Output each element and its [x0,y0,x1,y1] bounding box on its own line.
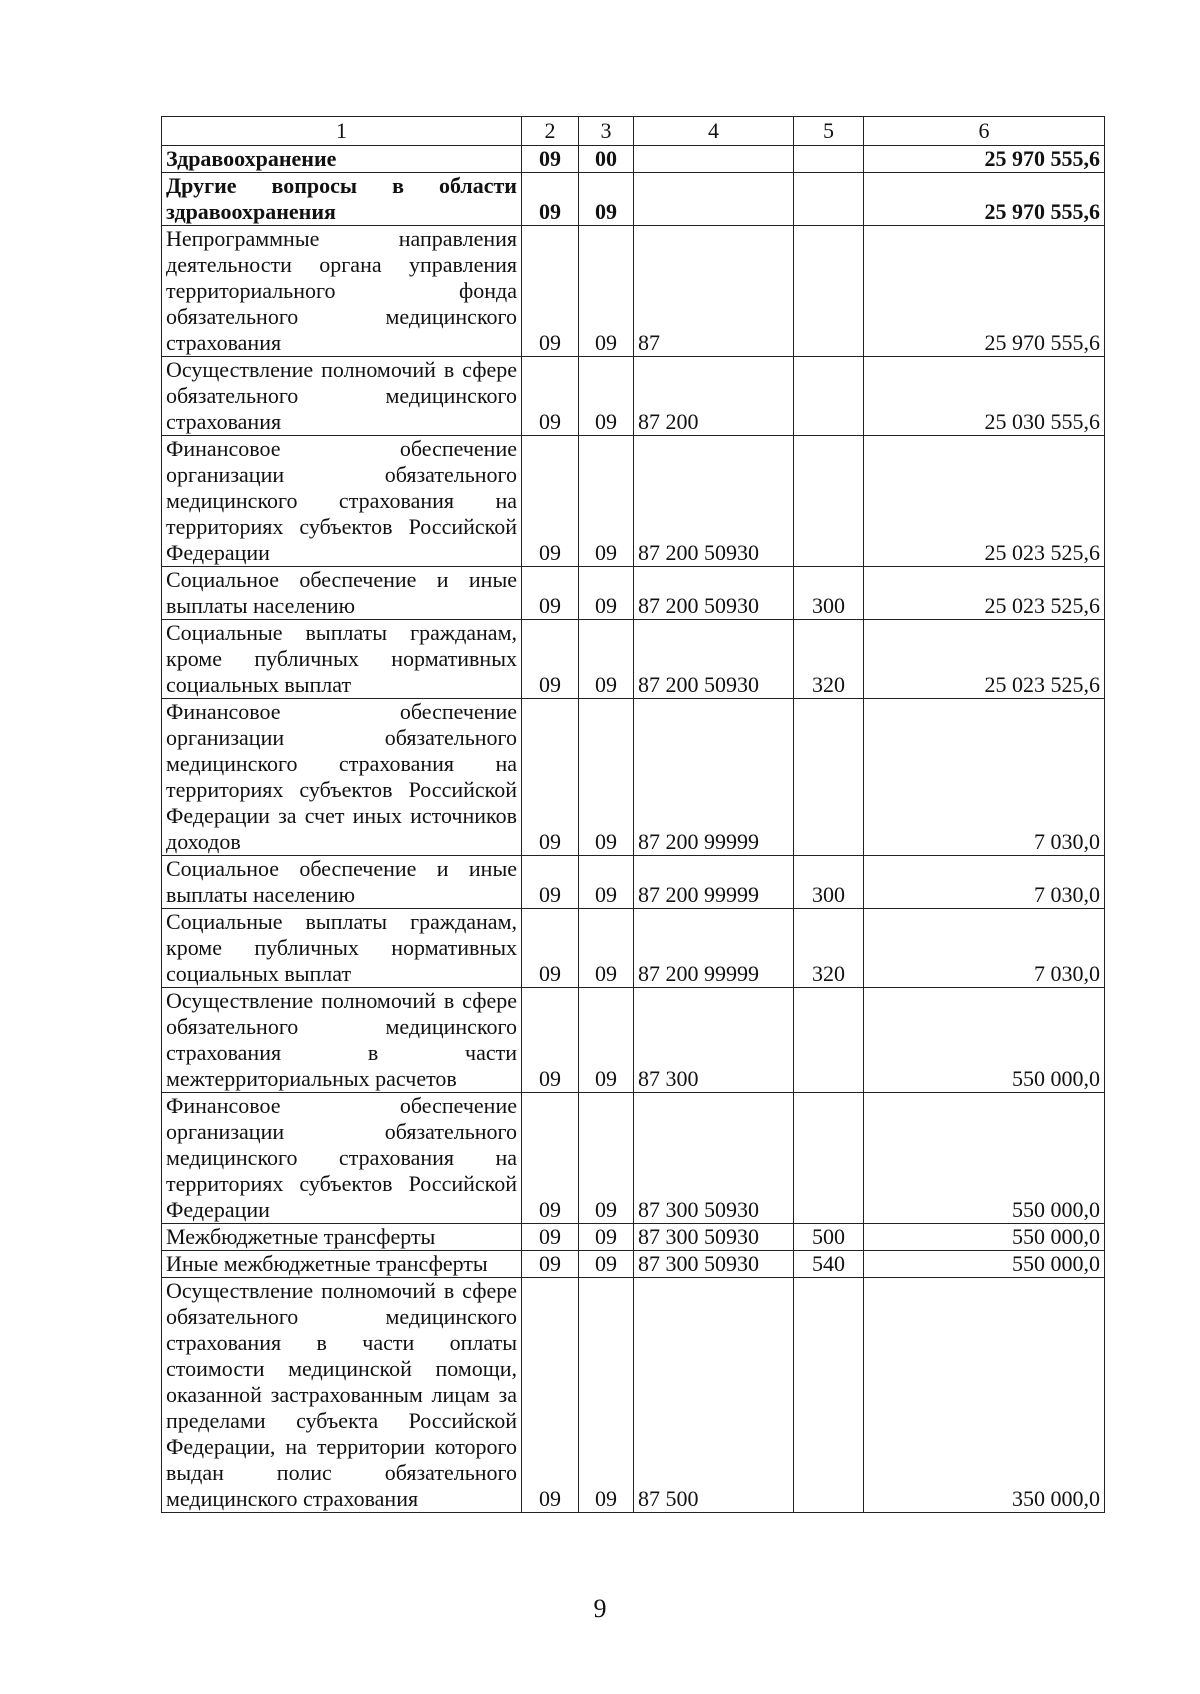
row-section-code: 09 [522,226,579,357]
header-cell-3: 3 [579,117,634,146]
table-row [162,1224,1105,1251]
table-body [162,146,1105,1513]
row-expense-type [794,1278,864,1513]
row-amount: 25 023 525,6 [864,436,1105,567]
table-row [162,357,1105,436]
row-subsection-code: 09 [579,567,634,620]
row-target-article: 87 200 50930 [634,436,794,567]
row-target-article: 87 [634,226,794,357]
row-subsection-code: 09 [579,620,634,699]
row-target-article: 87 200 [634,357,794,436]
row-name: Другие вопросы в области здравоохранения [162,173,522,226]
row-name: Социальные выплаты гражданам, кроме публичных нормативных социальных выплат [162,620,522,699]
row-subsection-code: 00 [579,146,634,173]
row-target-article: 87 200 99999 [634,699,794,856]
table-row [162,146,1105,173]
row-name: Социальное обеспечение и иные выплаты населению [162,567,522,620]
row-expense-type: 320 [794,620,864,699]
row-subsection-code: 09 [579,988,634,1093]
row-name: Финансовое обеспечение организации обязательного медицинского страхования на территориях субъектов Российской Федерации [162,1093,522,1224]
row-target-article: 87 200 99999 [634,856,794,909]
row-target-article: 87 500 [634,1278,794,1513]
row-expense-type [794,173,864,226]
row-subsection-code: 09 [579,357,634,436]
table-row [162,988,1105,1093]
row-amount: 25 023 525,6 [864,620,1105,699]
row-expense-type [794,699,864,856]
table-row [162,620,1105,699]
row-name: Осуществление полномочий в сфере обязательного медицинского страхования в части оплаты стоимости медицинской помощи, оказанной застрахованным лицам за пределами субъекта Российской Федерации, на территории которого выдан полис обязательного медицинского страхования [162,1278,522,1513]
row-amount: 25 030 555,6 [864,357,1105,436]
row-section-code: 09 [522,567,579,620]
row-name: Социальные выплаты гражданам, кроме публичных нормативных социальных выплат [162,909,522,988]
row-name: Финансовое обеспечение организации обязательного медицинского страхования на территориях субъектов Российской Федерации за счет иных источников доходов [162,699,522,856]
header-cell-5: 5 [794,117,864,146]
row-name: Непрограммные направления деятельности органа управления территориального фонда обязательного медицинского страхования [162,226,522,357]
row-name: Финансовое обеспечение организации обязательного медицинского страхования на территориях субъектов Российской Федерации [162,436,522,567]
row-section-code: 09 [522,1224,579,1251]
row-amount: 7 030,0 [864,699,1105,856]
row-amount: 550 000,0 [864,988,1105,1093]
row-target-article [634,146,794,173]
row-amount: 25 023 525,6 [864,567,1105,620]
row-expense-type [794,357,864,436]
row-name: Осуществление полномочий в сфере обязательного медицинского страхования [162,357,522,436]
row-section-code: 09 [522,173,579,226]
row-expense-type: 300 [794,567,864,620]
row-expense-type: 500 [794,1224,864,1251]
row-name: Здравоохранение [162,146,522,173]
row-section-code: 09 [522,856,579,909]
row-target-article: 87 300 50930 [634,1251,794,1278]
row-subsection-code: 09 [579,909,634,988]
row-amount: 25 970 555,6 [864,226,1105,357]
row-amount: 7 030,0 [864,909,1105,988]
row-amount: 25 970 555,6 [864,146,1105,173]
row-name: Межбюджетные трансферты [162,1224,522,1251]
row-amount: 550 000,0 [864,1093,1105,1224]
row-target-article [634,173,794,226]
budget-table [161,116,1105,1513]
row-expense-type: 540 [794,1251,864,1278]
table-row [162,1278,1105,1513]
row-target-article: 87 200 50930 [634,567,794,620]
row-target-article: 87 300 [634,988,794,1093]
row-expense-type: 320 [794,909,864,988]
row-name: Иные межбюджетные трансферты [162,1251,522,1278]
row-subsection-code: 09 [579,1093,634,1224]
table-row [162,699,1105,856]
row-amount: 25 970 555,6 [864,173,1105,226]
table-row [162,436,1105,567]
row-section-code: 09 [522,620,579,699]
row-name: Осуществление полномочий в сфере обязательного медицинского страхования в части межтерриториальных расчетов [162,988,522,1093]
row-subsection-code: 09 [579,173,634,226]
row-target-article: 87 300 50930 [634,1224,794,1251]
header-cell-6: 6 [864,117,1105,146]
row-subsection-code: 09 [579,1224,634,1251]
row-target-article: 87 300 50930 [634,1093,794,1224]
row-amount: 550 000,0 [864,1224,1105,1251]
row-target-article: 87 200 99999 [634,909,794,988]
table-row [162,909,1105,988]
row-expense-type [794,988,864,1093]
table-header-row [162,117,1105,146]
row-amount: 7 030,0 [864,856,1105,909]
row-expense-type [794,226,864,357]
row-section-code: 09 [522,146,579,173]
row-section-code: 09 [522,699,579,856]
row-name: Социальное обеспечение и иные выплаты населению [162,856,522,909]
table-row [162,226,1105,357]
row-amount: 550 000,0 [864,1251,1105,1278]
row-section-code: 09 [522,1278,579,1513]
row-subsection-code: 09 [579,436,634,567]
row-section-code: 09 [522,988,579,1093]
table-row [162,1251,1105,1278]
header-cell-4: 4 [634,117,794,146]
row-section-code: 09 [522,1093,579,1224]
row-expense-type [794,146,864,173]
row-section-code: 09 [522,1251,579,1278]
row-section-code: 09 [522,357,579,436]
row-amount: 350 000,0 [864,1278,1105,1513]
table-row [162,567,1105,620]
row-subsection-code: 09 [579,699,634,856]
table-row [162,856,1105,909]
row-subsection-code: 09 [579,1251,634,1278]
row-section-code: 09 [522,436,579,567]
page-number: 9 [593,1594,607,1623]
row-subsection-code: 09 [579,226,634,357]
row-subsection-code: 09 [579,856,634,909]
row-target-article: 87 200 50930 [634,620,794,699]
header-cell-2: 2 [522,117,579,146]
table-row [162,1093,1105,1224]
row-subsection-code: 09 [579,1278,634,1513]
row-expense-type: 300 [794,856,864,909]
header-cell-1: 1 [162,117,522,146]
row-section-code: 09 [522,909,579,988]
row-expense-type [794,1093,864,1224]
table-row [162,173,1105,226]
row-expense-type [794,436,864,567]
